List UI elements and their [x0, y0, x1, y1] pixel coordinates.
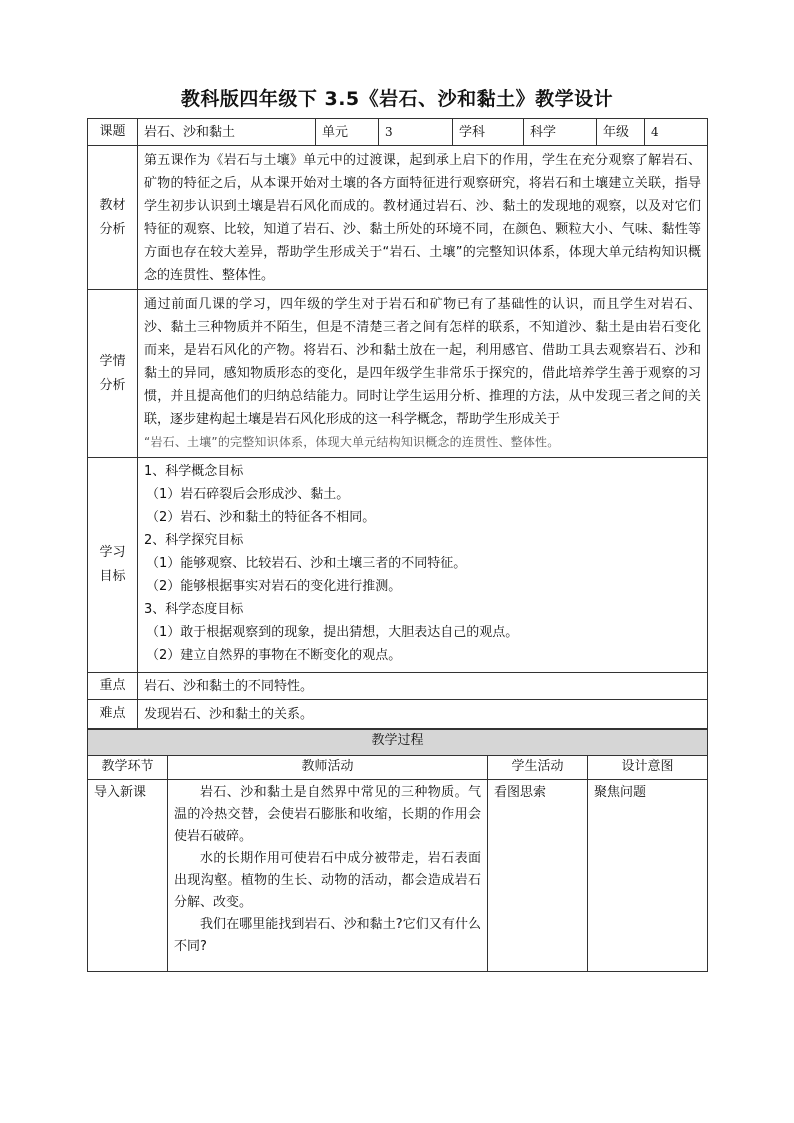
- header-stage: 教学环节: [88, 756, 168, 780]
- process-section-title: 教学过程: [88, 730, 708, 756]
- student-analysis-tail: “岩石、土壤”的完整知识体系，体现大单元结构知识概念的连贯性、整体性。: [144, 435, 560, 449]
- subject-label: 学科: [453, 119, 524, 146]
- student-activity-cell: 看图思索: [488, 780, 588, 972]
- grade-value: 4: [645, 119, 708, 146]
- teacher-paragraph: 岩石、沙和黏土是自然界中常见的三种物质。气温的冷热交替，会使岩石膨胀和收缩，长期的作用会使岩石破碎。: [174, 785, 481, 844]
- goal-item: （2）建立自然界的事物在不断变化的观点。: [146, 648, 402, 663]
- header-student-activity: 学生活动: [488, 756, 588, 780]
- teacher-activity-cell: [168, 780, 488, 972]
- goal-item: （2）岩石、沙和黏土的特征各不相同。: [146, 510, 376, 525]
- student-analysis-label: 学情 分析: [88, 290, 138, 458]
- teacher-paragraph: 我们在哪里能找到岩石、沙和黏土?它们又有什么不同?: [174, 917, 481, 954]
- difficulty-text: 发现岩石、沙和黏土的关系。: [138, 700, 708, 729]
- key-point-text: 岩石、沙和黏土的不同特性。: [138, 673, 708, 700]
- material-analysis-text: 第五课作为《岩石与土壤》单元中的过渡课，起到承上启下的作用，学生在充分观察了解岩石、矿物的特征之后，从本课开始对土壤的各方面特征进行观察研究，将岩石和土壤建立关联，指导学生初步认识到土壤是岩石风化而成的。教材通过岩石、沙、黏土的发现地的观察，以及对它们特征的观察、比较，知道了岩石、沙、黏土所处的环境不同，在颜色、颗粒大小、气味、黏性等方面也存在较大差异，帮助学生形成关于“岩石、土壤”的完整知识体系，体现大单元结构知识概念的连贯性、整体性。: [138, 146, 708, 290]
- goal-item: （1）能够观察、比较岩石、沙和土壤三者的不同特征。: [146, 556, 467, 571]
- material-analysis-label: 教材 分析: [88, 146, 138, 290]
- learning-goals-label: 学习 目标: [88, 458, 138, 673]
- header-teacher-activity: 教师活动: [168, 756, 488, 780]
- goal-heading: 3、科学态度目标: [144, 602, 244, 617]
- goal-item: （2）能够根据事实对岩石的变化进行推测。: [146, 579, 402, 594]
- unit-value: 3: [379, 119, 453, 146]
- unit-label: 单元: [316, 119, 379, 146]
- teaching-process-table: [87, 729, 708, 972]
- stage-cell: 导入新课: [88, 780, 168, 972]
- goal-item: （1）敢于根据观察到的现象，提出猜想，大胆表达自己的观点。: [146, 625, 519, 640]
- goal-heading: 2、科学探究目标: [144, 533, 244, 548]
- document-title: 教科版四年级下 3.5《岩石、沙和黏土》教学设计: [180, 88, 614, 110]
- grade-label: 年级: [597, 119, 645, 146]
- lesson-info-table: [87, 118, 708, 729]
- goal-item: （1）岩石碎裂后会形成沙、黏土。: [146, 487, 350, 502]
- student-analysis-cell: [138, 290, 708, 458]
- goal-heading: 1、科学概念目标: [144, 464, 244, 479]
- teacher-paragraph: 水的长期作用可使岩石中成分被带走，岩石表面出现沟壑。植物的生长、动物的活动，都会造成岩石分解、改变。: [174, 851, 481, 910]
- key-point-label: 重点: [88, 673, 138, 700]
- student-analysis-text: 通过前面几课的学习，四年级的学生对于岩石和矿物已有了基础性的认识，而且学生对岩石、沙、黏土三种物质并不陌生，但是不清楚三者之间有怎样的联系，不知道沙、黏土是由岩石变化而来，是岩石风化的产物。将岩石、沙和黏土放在一起，利用感官、借助工具去观察岩石、沙和黏土的异同，感知物质形态的变化，是四年级学生非常乐于探究的，借此培养学生善于观察的习惯，并且提高他们的归纳总结能力。同时让学生运用分析、推理的方法，从中发现三者之间的关联，逐步建构起土壤是岩石风化形成的这一科学概念，帮助学生形成关于: [144, 297, 701, 427]
- topic-value: 岩石、沙和黏土: [138, 119, 316, 146]
- design-intent-cell: 聚焦问题: [588, 780, 708, 972]
- topic-label: 课题: [88, 119, 138, 146]
- difficulty-label: 难点: [88, 700, 138, 729]
- subject-value: 科学: [524, 119, 597, 146]
- learning-goals-list: [138, 458, 708, 673]
- table-row: [88, 780, 708, 972]
- header-design-intent: 设计意图: [588, 756, 708, 780]
